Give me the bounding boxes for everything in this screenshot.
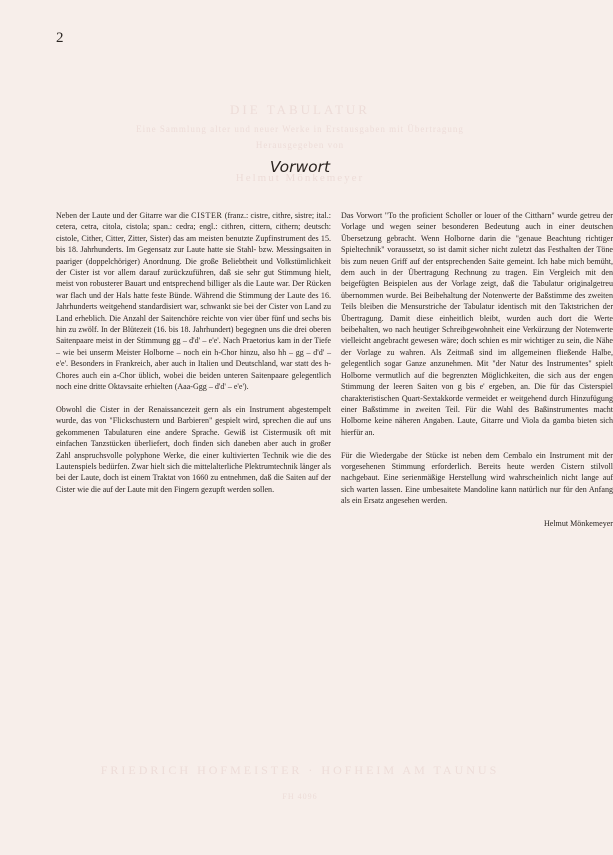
- paragraph: Neben der Laute und der Gitarre war die CISTER (franz.: cistre, cithre, sistre; ital.: cetera, cetra, citola, cistola; span.: cedra; engl.: cithren, cittern, cithern; deutsch: cistole, Cither, Citter, Zitter, Sister) das am meisten benutzte Zupfinstrument des 15. bis 18. Jahrhunderts. Im Gegensatz zur Laute hatte sie Stahl- bzw. Messingsaiten in paariger (doppelchöriger) Anordnung. Die große Beliebtheit und Volkstümlichkeit der Cister ist vor allem darauf zurückzuführen, daß sie sehr gut Stimmung hielt, meist von robusterer Bauart und entsprechend billiger als die Laute war. Der Rücken war flach und der Hals hatte feste Bünde. Während die Stimmung der Laute des 16. Jahrhunderts weitgehend standardisiert war, schwankt sie bei der Cister von Land zu Land erheblich. Die Anzahl der Saitenchöre reichte von vier über fünf und sechs bis hin zu zwölf. In der Blütezeit (16. bis 18. Jahrhundert) begegnen uns die drei oberen Saitenpaare meist in der Stimmung gg – d'd' – e'e'. Nach Praetorius kam in der Tiefe – wie bei unserm Meister Holborne – noch ein h-Chor hinzu, also hh – gg – d'd' – e'e'. Besonders in Frankreich, aber auch in Italien und Deutschland, war statt des h-Chores auch ein a-Chor üblich, wobei die beiden unteren Saitenpaare gelegentlich noch eine dritte Oktavsaite erhielten (Aaa-Ggg – d'd' – e'e').: [56, 211, 331, 392]
- paragraph: Das Vorwort "To the proficient Scholler or louer of the Cittharn" wurde getreu der Vorlage und wegen seiner besonderen Bedeutung auch in einer deutschen Übersetzung gebracht. Wenn Holborne darin die "genaue Beachtung richtiger Spieltechnik" voraussetzt, so ist damit sicher nicht zuletzt das Festhalten der Töne bis zum neuen Griff auf der entsprechenden Saite gemeint. Ich habe mich bemüht, dem auch in der Übertragung Rechnung zu tragen. Ein Vergleich mit den beigefügten Beispielen aus der Vorlage zeigt, daß die Tabulatur originalgetreu übernommen wurde. Bei Beibehaltung der Notenwerte der Baßstimme des zweiten Teils bleiben die Mensurstriche der Tabulatur identisch mit den Taktstrichen der Übertragung. Damit diese einheitlich bleibt, wurden auch dort die Werte beibehalten, wo nach heutiger Schreibgewohnheit eine Verkürzung der Notenwerte vielleicht angebracht gewesen wäre; doch schien es mir wichtiger zu sein, die Nähe der Vorlage zu wahren. Als Zeitmaß sind im allgemeinen fließende Halbe, gelegentlich sogar Ganze anzunehmen. Mit "der Natur des Instrumentes" spielt Holborne vermutlich auf die begrenzten Möglichkeiten, die sich aus der engen Stimmung der leeren Saiten von g bis e' ergeben, an. Die für das Cisterspiel charakteristischen Quart-Sextakkorde vermeidet er weitgehend durch Hinzufügung einer Baßstimme in zweiten Teil. Für die Wahl des Baßinstrumentes macht Holborne keine näheren Angaben. Laute, Gitarre und Viola da gamba bieten sich hierfür an.: [341, 211, 613, 437]
- bleedthrough-publisher: FRIEDRICH HOFMEISTER · HOFHEIM AM TAUNUS: [100, 763, 500, 777]
- page-number: 2: [56, 30, 64, 46]
- term-cister: CISTER: [191, 211, 223, 220]
- left-column: [56, 210, 331, 507]
- bleedthrough-heading: DIE TABULATUR: [230, 102, 370, 117]
- bleedthrough-line: Helmut Mönkemeyer: [235, 172, 365, 184]
- paragraph: Für die Wiedergabe der Stücke ist neben dem Cembalo ein Instrument mit der vorgesehenen Stimmung erforderlich. Bereits heute werden Cistern stilvoll nachgebaut. Eine serienmäßige Herstellung wird wahrscheinlich nicht lange auf sich warten lassen. Eine umbesaitete Mandoline kann natürlich nur für den Anfang als ein Ersatz angesehen werden.: [341, 450, 613, 506]
- page-title: Vorwort: [269, 158, 331, 176]
- bleedthrough-line: Eine Sammlung alter und neuer Werke in Erstausgaben mit Übertragung: [136, 124, 464, 134]
- bleedthrough-imprint: FH 4096: [282, 792, 318, 801]
- bleedthrough-line: Herausgegeben von: [255, 140, 345, 150]
- right-column: [341, 210, 613, 529]
- author-signature: Helmut Mönkemeyer: [543, 518, 613, 528]
- paragraph: Obwohl die Cister in der Renaissancezeit gern als ein Instrument abgestempelt wurde, das von "Flickschustern und Barbieren" gespielt wird, sprechen die auf uns gekommenen Tabulaturen eine andere Sprache. Gewiß ist Cistermusik oft mit einfachen Tanzstücken überliefert, doch finden sich daneben aber auch in großer Zahl anspruchsvolle polyphone Werke, die einer kultivierten Technik wie die des Lautenspiels bedürfen. Zwar hielt sich die mittelalterliche Plektrumtechnik länger als bei der Laute, doch ist einem Traktat von 1660 zu entnehmen, daß die Saiten auf der Cister wie die auf der Laute mit den Fingern gezupft werden sollen.: [56, 404, 331, 494]
